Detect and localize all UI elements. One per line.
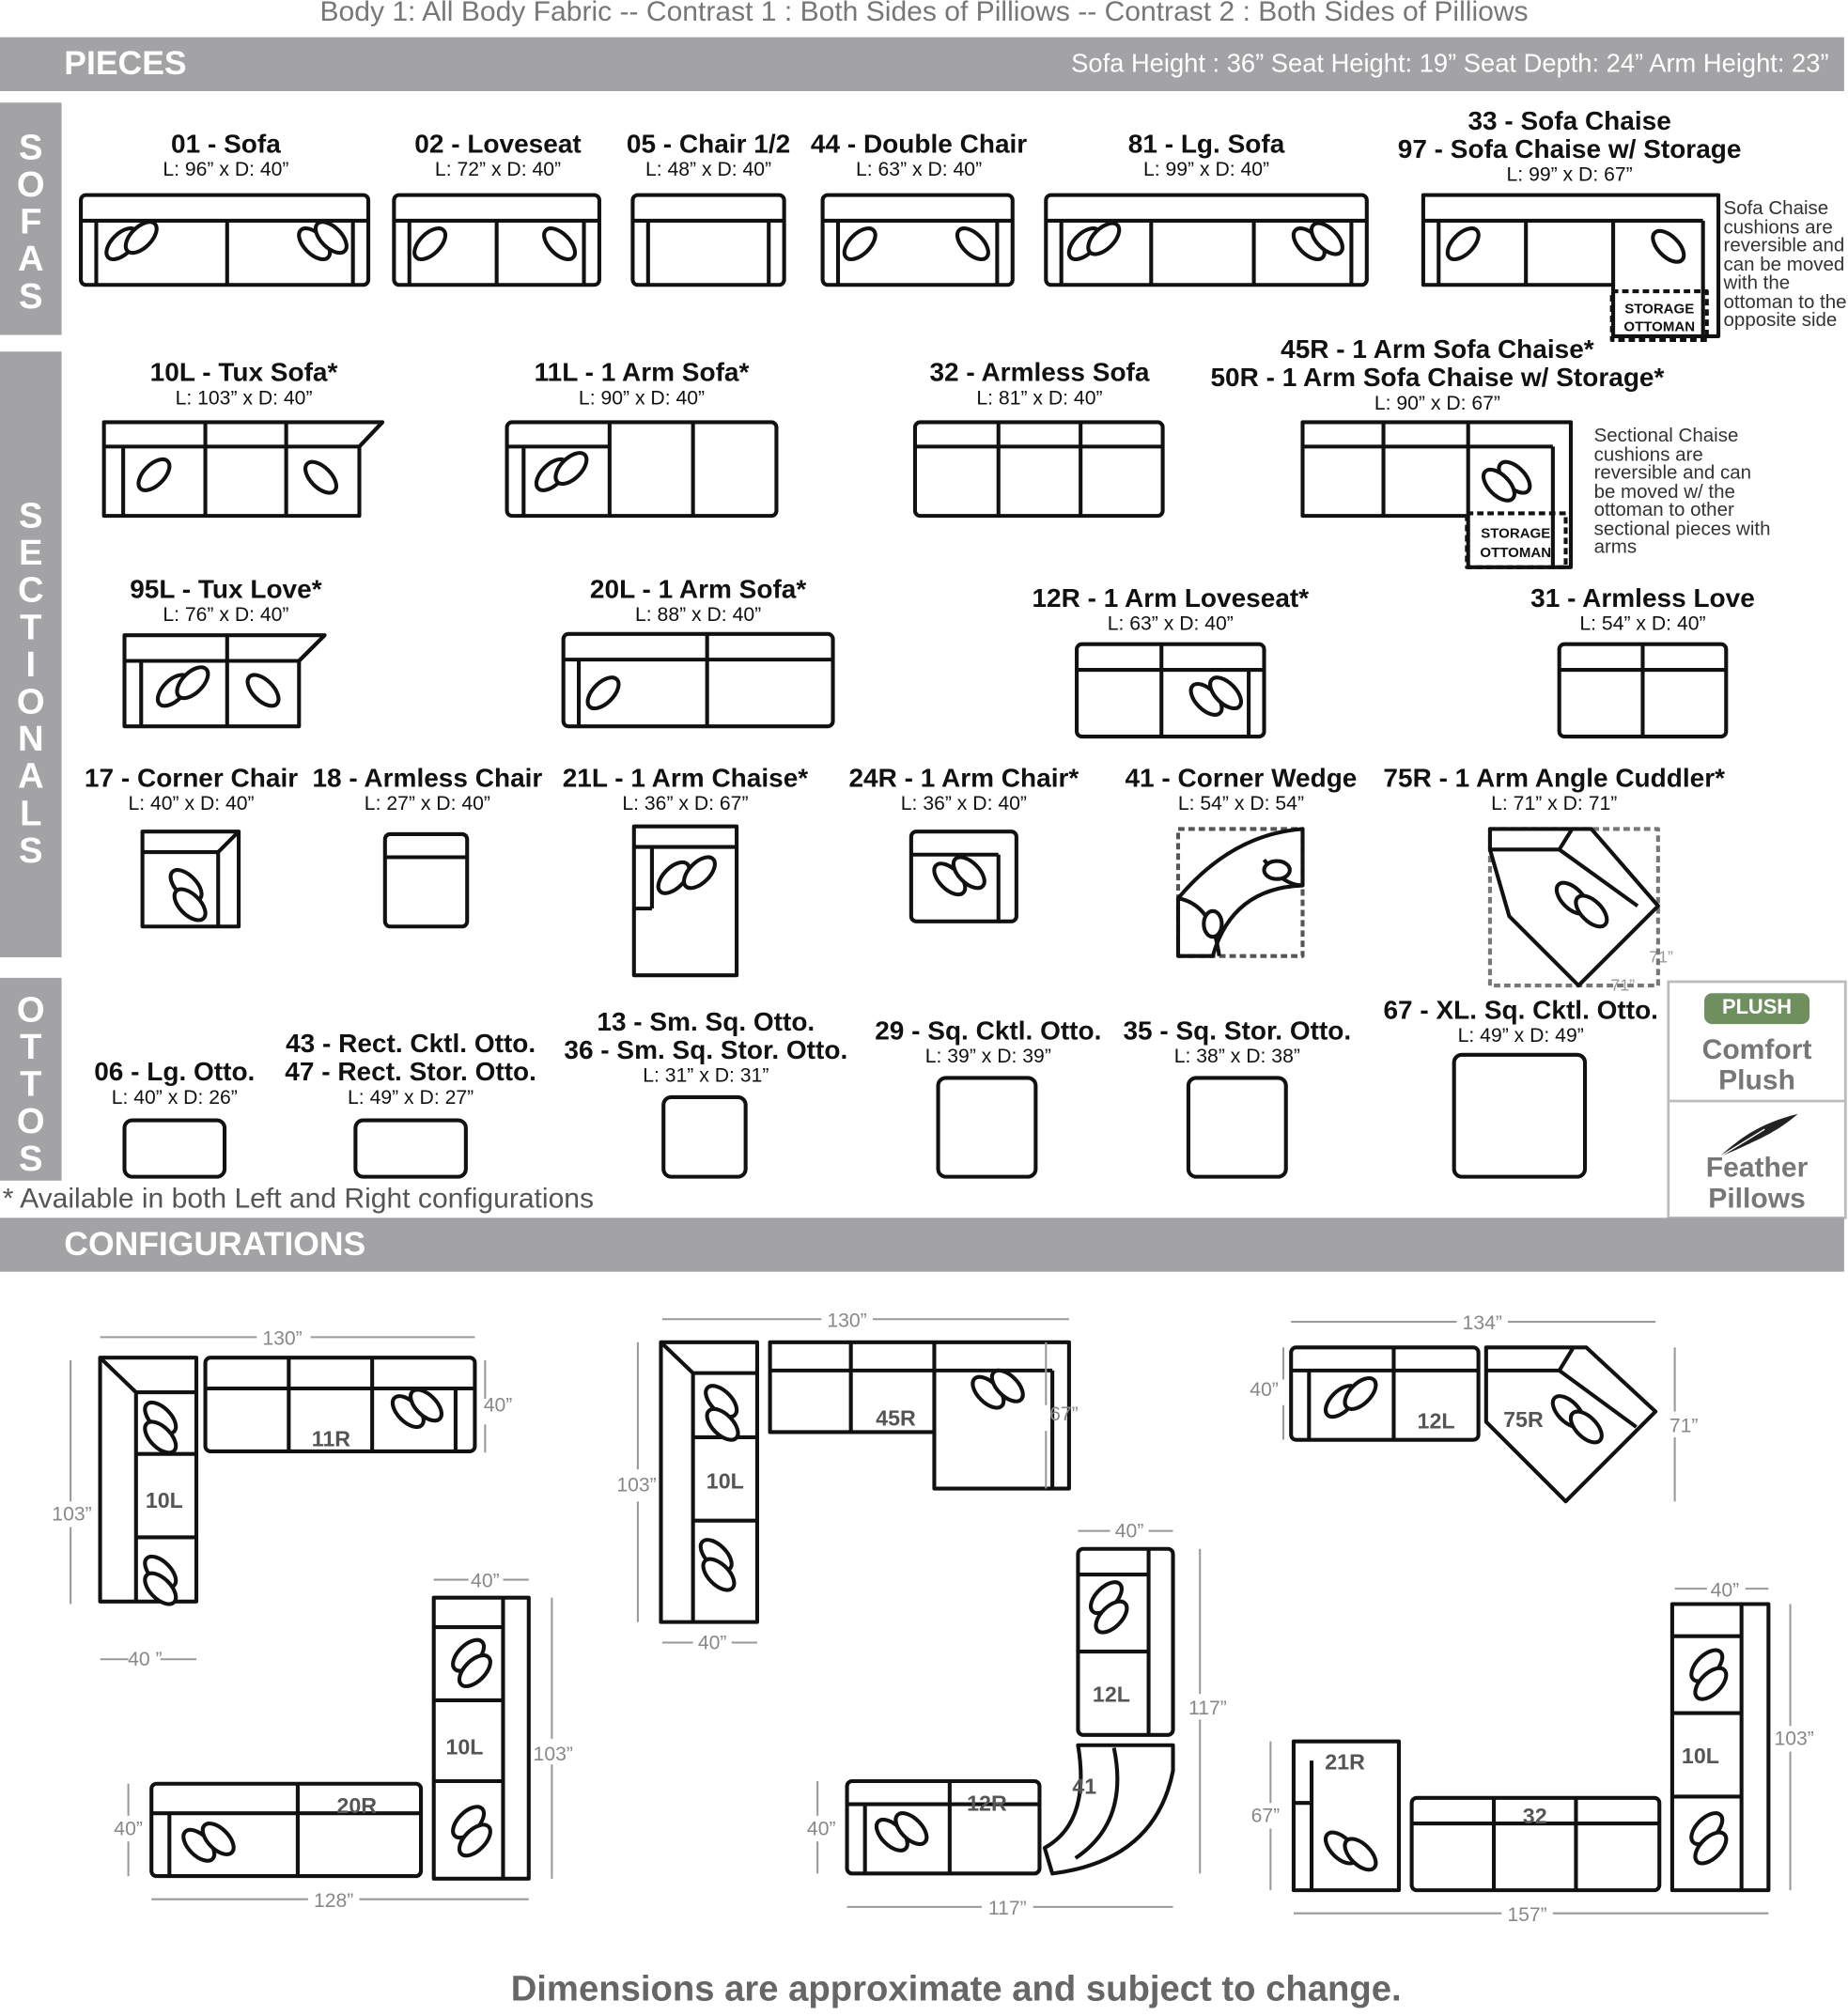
piece-01-sofa <box>81 195 368 286</box>
label-02: 02 - Loveseat <box>414 129 582 160</box>
piece-31-armless-love <box>1560 644 1727 737</box>
label-18: 18 - Armless Chair <box>312 763 543 794</box>
piece-10L-tux-sofa <box>104 422 382 516</box>
label-21L: 21L - 1 Arm Chaise* <box>562 763 809 794</box>
cfg6-height: 103” <box>1774 1728 1814 1750</box>
cfg5-depth: 40” <box>806 1818 836 1840</box>
dims-33: L: 99” x D: 67” <box>1506 163 1633 187</box>
cfg1-arm: 40 ” <box>128 1649 163 1671</box>
cfg1-label-10L: 10L <box>145 1488 183 1513</box>
sofas-letter: O <box>16 163 45 205</box>
label-75R: 75R - 1 Arm Angle Cuddler* <box>1383 763 1726 794</box>
pieces-title: PIECES <box>64 43 187 83</box>
cfg4-label-10L: 10L <box>445 1734 484 1760</box>
piece-44-double-chair <box>823 195 1013 286</box>
label-06: 06 - Lg. Otto. <box>94 1057 256 1088</box>
cfg4-width: 128” <box>313 1889 354 1912</box>
piece-02-loveseat <box>394 195 599 286</box>
dims-20L: L: 88” x D: 40” <box>635 604 762 627</box>
cfg3-label-12L: 12L <box>1417 1408 1455 1434</box>
label-13: 13 - Sm. Sq. Otto. <box>597 1007 815 1037</box>
sectionals-letter: E <box>19 532 43 573</box>
label-47: 47 - Rect. Stor. Otto. <box>285 1057 536 1088</box>
label-24R: 24R - 1 Arm Chair* <box>848 763 1079 794</box>
note-sofa-chaise: Sofa Chaise cushions are reversible and can be moved with the ottoman to the opposite side <box>1723 197 1847 332</box>
cfg6-label-21R: 21R <box>1325 1749 1365 1775</box>
storage-label-2: OTTOMAN <box>1623 318 1696 335</box>
sectionals-letter: O <box>16 681 45 721</box>
plush-badge: PLUSH <box>1704 993 1809 1024</box>
sectionals-letter: N <box>17 718 44 759</box>
label-97: 97 - Sofa Chaise w/ Storage <box>1397 134 1742 164</box>
label-45R: 45R - 1 Arm Sofa Chaise* <box>1281 334 1594 364</box>
ottos-letter: O <box>16 989 45 1030</box>
cfg6-label-10L: 10L <box>1681 1743 1719 1768</box>
config-1 <box>101 1357 475 1609</box>
piece-11L-1-arm-sofa <box>507 422 777 516</box>
piece-12R-1-arm-loveseat <box>1077 644 1264 737</box>
piece-95L-tux-love <box>125 635 325 726</box>
label-17: 17 - Corner Chair <box>84 763 299 794</box>
piece-18-armless-chair <box>385 834 467 926</box>
cfg6-label-32: 32 <box>1522 1804 1547 1829</box>
sofa-dimensions: Sofa Height : 36” Seat Height: 19” Seat Depth: 24” Arm Height: 23” <box>1071 50 1829 79</box>
label-01: 01 - Sofa <box>171 129 281 160</box>
dims-75R: L: 71” x D: 71” <box>1491 793 1618 815</box>
dims-12R: L: 63” x D: 40” <box>1107 613 1234 636</box>
piece-67-xl-otto <box>1454 1055 1585 1177</box>
cfg1-height: 103” <box>52 1503 92 1526</box>
footer-note: Dimensions are approximate and subject to change. <box>510 1968 1402 2008</box>
label-36: 36 - Sm. Sq. Stor. Otto. <box>564 1035 848 1065</box>
cfg5-label-12R: 12R <box>967 1791 1007 1816</box>
cfg2-label-45R: 45R <box>876 1405 916 1431</box>
piece-81-lg-sofa <box>1046 195 1367 286</box>
ottos-letter: T <box>20 1063 42 1104</box>
dims-67: L: 49” x D: 49” <box>1457 1025 1584 1047</box>
sofas-letter: A <box>17 239 44 279</box>
label-20L: 20L - 1 Arm Sofa* <box>589 574 807 605</box>
sectionals-letter: I <box>25 644 37 685</box>
sectionals-letter: S <box>19 830 43 871</box>
label-67: 67 - XL. Sq. Cktl. Otto. <box>1383 996 1658 1026</box>
dims-01: L: 96” x D: 40” <box>163 159 289 181</box>
piece-35-sq-stor-otto <box>1188 1078 1286 1176</box>
cfg4-height: 103” <box>533 1744 573 1766</box>
config-5 <box>847 1549 1173 1874</box>
label-41: 41 - Corner Wedge <box>1125 763 1358 794</box>
dims-21L: L: 36” x D: 67” <box>622 793 749 815</box>
piece-21L-chaise <box>634 827 737 975</box>
dims-31: L: 54” x D: 40” <box>1579 613 1706 636</box>
label-50R: 50R - 1 Arm Sofa Chaise w/ Storage* <box>1210 363 1665 393</box>
cfg4-top: 40” <box>471 1570 500 1592</box>
sectionals-letter: A <box>17 755 44 796</box>
cfg2-label-10L: 10L <box>706 1468 744 1494</box>
cfg3-width: 134” <box>1462 1312 1502 1335</box>
label-10L: 10L - Tux Sofa* <box>149 358 338 388</box>
cfg5-width: 117” <box>987 1898 1027 1920</box>
dims-24R: L: 36” x D: 40” <box>900 793 1027 815</box>
label-29: 29 - Sq. Cktl. Otto. <box>875 1016 1102 1047</box>
label-05: 05 - Chair 1/2 <box>626 129 791 160</box>
dims-17: L: 40” x D: 40” <box>128 793 255 815</box>
piece-43-rect-otto <box>355 1121 465 1177</box>
piece-13-sm-sq-otto <box>663 1097 745 1177</box>
storage-label-4: OTTOMAN <box>1480 544 1552 561</box>
piece-41-corner-wedge <box>1178 829 1303 955</box>
sectionals-letter: C <box>17 569 44 610</box>
storage-label-3: STORAGE <box>1481 525 1551 542</box>
cfg5-label-41: 41 <box>1072 1774 1097 1799</box>
piece-20L-1-arm-sofa <box>564 634 833 726</box>
cfg1-width: 130” <box>262 1327 303 1350</box>
cfg3-depth: 40” <box>1250 1379 1279 1402</box>
fabric-note: Body 1: All Body Fabric -- Contrast 1 : Both Sides of Pilliows -- Contrast 2 : Both Sides of Pilliows <box>319 0 1529 27</box>
piece-32-armless-sofa <box>915 422 1163 516</box>
note-sectional-chaise: Sectional Chaise cushions are reversible and can be moved w/ the ottoman to other sectional pieces with arms <box>1593 425 1771 559</box>
piece-05-chair <box>632 195 784 286</box>
piece-75R-angle-cuddler <box>1490 829 1658 985</box>
label-44: 44 - Double Chair <box>810 129 1028 160</box>
label-11L: 11L - 1 Arm Sofa* <box>534 358 750 388</box>
cfg3-label-75R: 75R <box>1503 1406 1544 1432</box>
dims-75R-bottom: 71” <box>1610 975 1636 995</box>
cfg2-width: 130” <box>827 1310 867 1332</box>
dims-18: L: 27” x D: 40” <box>364 793 490 815</box>
cfg6-chaise: 67” <box>1250 1805 1281 1827</box>
sofas-letter: S <box>19 127 43 167</box>
ottos-letter: T <box>20 1026 42 1067</box>
dims-05: L: 48” x D: 40” <box>644 159 772 181</box>
dims-44: L: 63” x D: 40” <box>855 159 983 181</box>
dims-95L: L: 76” x D: 40” <box>163 604 289 627</box>
cfg2-chaise: 67” <box>1049 1403 1079 1426</box>
dims-75R-side: 71” <box>1649 947 1673 967</box>
dims-11L: L: 90” x D: 40” <box>578 387 706 410</box>
label-12R: 12R - 1 Arm Loveseat* <box>1032 583 1310 613</box>
label-31: 31 - Armless Love <box>1530 583 1755 613</box>
dims-13: L: 31” x D: 31” <box>643 1064 769 1088</box>
feather-line1: Feather <box>1705 1151 1809 1184</box>
label-35: 35 - Sq. Stor. Otto. <box>1123 1016 1352 1047</box>
cfg2-height: 103” <box>616 1474 657 1496</box>
dims-81: L: 99” x D: 40” <box>1142 159 1270 181</box>
cfg6-top: 40” <box>1710 1579 1740 1602</box>
sofas-letter: S <box>19 275 43 317</box>
ottos-letter: O <box>16 1101 45 1141</box>
sectionals-letter: T <box>20 607 42 647</box>
comfort-line1: Comfort <box>1701 1032 1812 1065</box>
piece-17-corner-chair <box>143 831 239 926</box>
cfg4-depth: 40” <box>114 1818 143 1840</box>
cfg1-depth: 40” <box>483 1394 513 1417</box>
dims-43: L: 49” x D: 27” <box>348 1087 474 1109</box>
dims-32: L: 81” x D: 40” <box>976 387 1103 410</box>
availability-note: * Available in both Left and Right configurations <box>2 1182 595 1215</box>
cfg6-width: 157” <box>1507 1903 1547 1926</box>
cfg3-height: 71” <box>1669 1415 1699 1437</box>
configurations-title: CONFIGURATIONS <box>64 1224 366 1264</box>
dims-29: L: 39” x D: 39” <box>924 1046 1051 1068</box>
config-3 <box>1291 1347 1655 1501</box>
comfort-line2: Plush <box>1718 1063 1795 1096</box>
dims-35: L: 38” x D: 38” <box>1173 1046 1300 1068</box>
piece-24R-chair <box>911 831 1017 922</box>
piece-29-sq-otto <box>939 1078 1036 1176</box>
feather-line2: Pillows <box>1708 1182 1806 1215</box>
cfg2-depth: 40” <box>697 1632 727 1654</box>
label-33: 33 - Sofa Chaise <box>1468 106 1671 136</box>
label-43: 43 - Rect. Cktl. Otto. <box>286 1029 536 1059</box>
dims-06: L: 40” x D: 26” <box>111 1087 238 1109</box>
dims-02: L: 72” x D: 40” <box>434 159 562 181</box>
dims-10L: L: 103” x D: 40” <box>175 387 313 410</box>
sectionals-letter: L <box>20 793 42 833</box>
ottos-letter: S <box>19 1138 43 1178</box>
label-32: 32 - Armless Sofa <box>929 358 1150 388</box>
sectionals-letter: S <box>19 495 43 535</box>
label-81: 81 - Lg. Sofa <box>1127 129 1285 160</box>
dims-45R: L: 90” x D: 67” <box>1374 392 1501 415</box>
label-95L: 95L - Tux Love* <box>130 574 322 605</box>
cfg4-label-20R: 20R <box>336 1793 378 1819</box>
piece-06-lg-otto <box>125 1121 225 1177</box>
sofas-letter: F <box>20 201 42 241</box>
storage-label-1: STORAGE <box>1624 301 1695 318</box>
cfg5-height: 117” <box>1188 1697 1227 1719</box>
dims-41: L: 54” x D: 54” <box>1177 793 1305 815</box>
cfg5-label-12L: 12L <box>1092 1682 1130 1707</box>
cfg5-top: 40” <box>1114 1520 1144 1543</box>
cfg1-label-11R: 11R <box>311 1426 351 1451</box>
